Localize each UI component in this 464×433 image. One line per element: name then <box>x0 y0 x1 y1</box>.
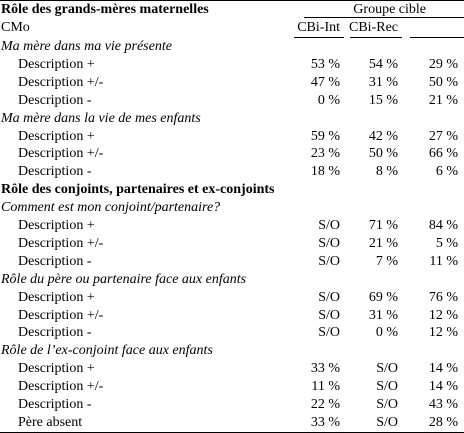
table-cell: 33 % <box>310 414 340 430</box>
table-cell: 59 % <box>310 128 340 144</box>
table-cell: 14 % <box>428 379 458 395</box>
table-cell: 11 % <box>311 379 340 395</box>
table-cell: 47 % <box>310 74 340 90</box>
table-cell: S/O <box>376 379 398 395</box>
row-label: Description + <box>18 289 95 305</box>
row-label: Description - <box>18 92 92 108</box>
subsection-heading: Rôle du père ou partenaire face aux enfants <box>1 271 247 287</box>
row-label: Description + <box>18 56 95 72</box>
section-heading: Rôle des conjoints, partenaires et ex-conjoints <box>1 182 275 198</box>
row-label: Description - <box>18 253 92 269</box>
row-label: Description + <box>18 128 95 144</box>
row-label: Description + <box>18 218 95 233</box>
row-label: Description - <box>18 325 92 341</box>
table-row <box>0 181 464 199</box>
table-cell: S/O <box>318 253 340 269</box>
subsection-heading: Ma mère dans ma vie présente <box>1 39 172 54</box>
table-row <box>0 163 464 181</box>
row-label: Description +/- <box>18 307 104 323</box>
table-cell: 23 % <box>310 146 340 162</box>
table-row <box>0 378 464 396</box>
table-cell: 6 % <box>435 164 458 180</box>
table-cell: 42 % <box>368 128 398 144</box>
table-cell: 43 % <box>428 397 458 412</box>
table-cell: 84 % <box>428 218 458 233</box>
table-row <box>0 92 464 110</box>
row-label: Père absent <box>18 414 83 430</box>
table-cell: 12 % <box>428 325 458 341</box>
table-cell: 0 % <box>317 92 340 108</box>
subsection-heading: Comment est mon conjoint/partenaire? <box>1 200 221 216</box>
col-header-cbi-int: CBi-Int <box>297 20 340 35</box>
table-cell: S/O <box>318 218 340 233</box>
table-cell: 27 % <box>428 128 458 144</box>
row-label: Description +/- <box>18 74 104 90</box>
table-cell: 14 % <box>428 361 458 377</box>
table-row <box>0 38 464 56</box>
table-cell: 66 % <box>428 146 458 162</box>
table-cell: S/O <box>376 397 398 412</box>
table-cell: S/O <box>318 289 340 305</box>
subsection-heading: Ma mère dans la vie de mes enfants <box>1 110 201 126</box>
table-cell: S/O <box>318 235 340 251</box>
table-row <box>0 199 464 217</box>
table-cell: 22 % <box>310 397 340 412</box>
table-row <box>0 360 464 378</box>
table-cell: 11 % <box>429 253 458 269</box>
table-cell: 33 % <box>310 361 340 377</box>
row-label: Description +/- <box>18 379 104 395</box>
table-cell: S/O <box>376 361 398 377</box>
table-cell: S/O <box>318 325 340 341</box>
table-cell: 18 % <box>310 164 340 180</box>
table-row <box>0 110 464 128</box>
table-row <box>0 74 464 92</box>
table-row <box>0 145 464 163</box>
table-row <box>0 324 464 342</box>
group-header: Groupe cible <box>353 2 426 17</box>
table-cell: 69 % <box>368 289 398 305</box>
column-group-rule <box>304 17 464 18</box>
table-cell: 7 % <box>375 253 398 269</box>
row-label: Description +/- <box>18 146 104 162</box>
table-cell: 0 % <box>375 325 398 341</box>
subsection-heading: Rôle de l’ex-conjoint face aux enfants <box>1 343 213 359</box>
table-cell: 29 % <box>428 56 458 72</box>
table-cell: 5 % <box>435 235 458 251</box>
table-row <box>0 289 464 307</box>
table-row <box>0 235 464 253</box>
table-row <box>0 253 464 271</box>
table-cell: 54 % <box>368 56 398 72</box>
table-cell: 8 % <box>375 164 398 180</box>
table-row <box>0 342 464 360</box>
table-cell: 21 % <box>368 235 398 251</box>
header-row-2 <box>0 19 464 37</box>
table-row <box>0 414 464 432</box>
table-cell: 12 % <box>428 307 458 323</box>
table-row <box>0 128 464 146</box>
table-cell: 76 % <box>428 289 458 305</box>
table-cell: 28 % <box>428 414 458 430</box>
table-cell: S/O <box>318 307 340 323</box>
row-label: Description +/- <box>18 235 104 251</box>
table-cell: 50 % <box>428 74 458 90</box>
table-cell: 50 % <box>368 146 398 162</box>
row-label: Description - <box>18 164 92 180</box>
table-title: Rôle des grands-mères maternelles <box>1 2 209 17</box>
row-label: Description - <box>18 397 92 412</box>
col-header-cbi-rec: CBi-Rec <box>349 20 398 35</box>
table-row <box>0 271 464 289</box>
table-cell: 31 % <box>368 307 398 323</box>
table-row <box>0 307 464 325</box>
table-row <box>0 56 464 74</box>
row-label: Description + <box>18 361 95 377</box>
table-row <box>0 396 464 414</box>
table-cell: S/O <box>376 414 398 430</box>
first-col-header: CMo <box>1 20 30 35</box>
table-cell: 53 % <box>310 56 340 72</box>
table-row <box>0 217 464 235</box>
table-cell: 71 % <box>368 218 398 233</box>
table-cell: 31 % <box>368 74 398 90</box>
table-cell: 15 % <box>368 92 398 108</box>
table-cell: 21 % <box>428 92 458 108</box>
